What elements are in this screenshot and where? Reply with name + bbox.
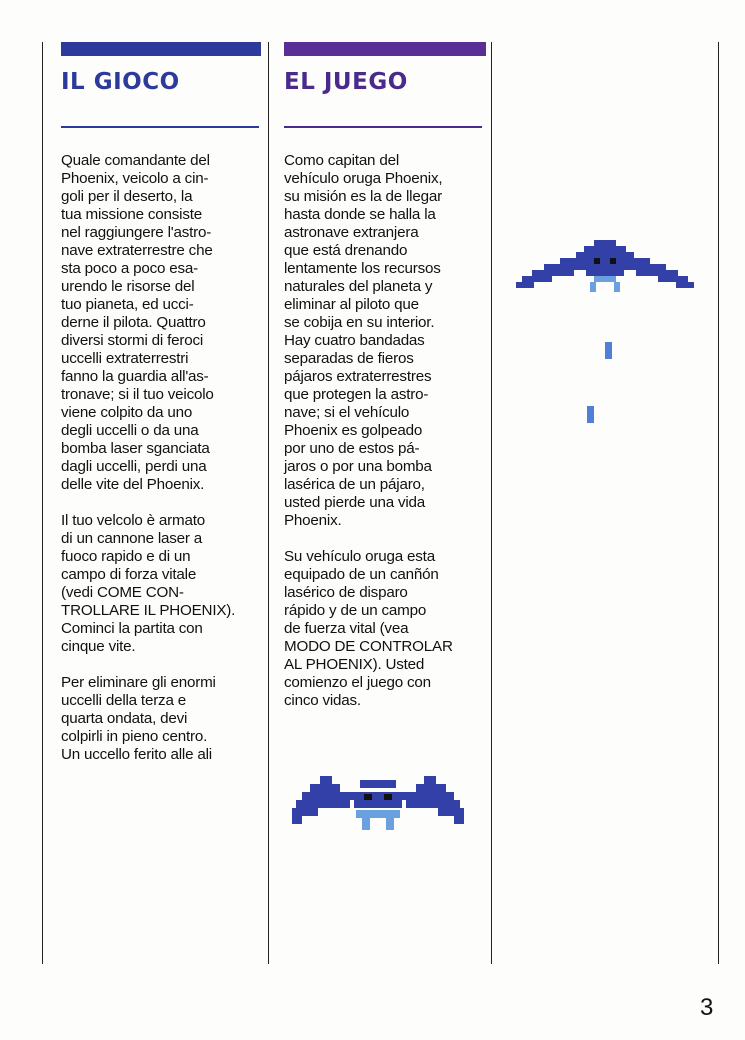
phoenix-bird-icon (516, 240, 694, 300)
text-line: por uno de estos pá- (284, 440, 420, 457)
paragraph (61, 512, 261, 656)
text-line: campo di forza vitale (61, 566, 197, 583)
text-line: colpirli in pieno centro. (61, 728, 208, 745)
spanish-title-rule (284, 126, 482, 128)
text-line: di un cannone laser a (61, 530, 203, 547)
text-line: diversi stormi di feroci (61, 332, 204, 349)
laser-bomb-icon (605, 342, 612, 359)
text-line: fuoco rapido e di un (61, 548, 191, 565)
paragraph (61, 674, 261, 764)
text-line: hasta donde se halla la (284, 206, 436, 223)
spanish-title: EL JUEGO (284, 69, 408, 95)
text-line: nel raggiungere l'astro- (61, 224, 212, 241)
column-divider (491, 42, 492, 964)
text-line: Il tuo velcolo è armato (61, 512, 205, 529)
text-line: MODO DE CONTROLAR (284, 638, 453, 655)
text-line: astronave extranjera (284, 224, 419, 241)
text-line: lentamente los recursos (284, 260, 441, 277)
paragraph (284, 152, 486, 530)
phoenix-bird-icon (292, 776, 464, 834)
text-line: dagli uccelli, perdi una (61, 458, 207, 475)
text-line: tronave; si il tuo veicolo (61, 386, 214, 403)
italian-title: IL GIOCO (61, 69, 180, 95)
text-line: viene colpito da uno (61, 404, 193, 421)
text-line: jaros o por una bomba (284, 458, 432, 475)
page-number: 3 (700, 994, 714, 1021)
text-line: derne il pilota. Quattro (61, 314, 206, 331)
column-divider (268, 42, 269, 964)
text-line: vehículo oruga Phoenix, (284, 170, 443, 187)
text-line: naturales del planeta y (284, 278, 433, 295)
text-line: urendo le risorse del (61, 278, 195, 295)
column-divider (42, 42, 43, 964)
text-line: lasérico de disparo (284, 584, 408, 601)
italian-body (61, 152, 261, 764)
text-line: rápido y de un campo (284, 602, 427, 619)
text-line: AL PHOENIX). Usted (284, 656, 425, 673)
text-line: cinque vite. (61, 638, 136, 655)
laser-bomb-icon (587, 406, 594, 423)
text-line: goli per il deserto, la (61, 188, 193, 205)
text-line: Quale comandante del (61, 152, 210, 169)
text-line: degli uccelli o da una (61, 422, 199, 439)
paragraph (284, 548, 486, 710)
text-line: Un uccello ferito alle ali (61, 746, 212, 763)
text-line: sta poco a poco esa- (61, 260, 198, 277)
text-line: de fuerza vital (vea (284, 620, 409, 637)
text-line: Su vehículo oruga esta (284, 548, 435, 565)
text-line: nave; si el vehículo (284, 404, 410, 421)
paragraph (61, 152, 261, 494)
text-line: equipado de un canñón (284, 566, 439, 583)
text-line: delle vite del Phoenix. (61, 476, 205, 493)
text-line: Hay cuatro bandadas (284, 332, 425, 349)
text-line: Como capitan del (284, 152, 399, 169)
text-line: se cobija en su interior. (284, 314, 435, 331)
spanish-body (284, 152, 486, 710)
text-line: Cominci la partita con (61, 620, 203, 637)
text-line: usted pierde una vida (284, 494, 426, 511)
text-line: lasérica de un pájaro, (284, 476, 425, 493)
text-line: tuo pianeta, ed ucci- (61, 296, 194, 313)
spanish-color-bar (284, 42, 486, 56)
text-line: Per eliminare gli enormi (61, 674, 216, 691)
text-line: fanno la guardia all'as- (61, 368, 209, 385)
text-line: Phoenix es golpeado (284, 422, 423, 439)
text-line: Phoenix, veicolo a cin- (61, 170, 209, 187)
text-line: pájaros extraterrestres (284, 368, 432, 385)
italian-column (61, 42, 261, 782)
text-line: su misión es la de llegar (284, 188, 442, 205)
text-line: separadas de fieros (284, 350, 414, 367)
text-line: bomba laser sganciata (61, 440, 210, 457)
text-line: que protegen la astro- (284, 386, 429, 403)
text-line: (vedi COME CON- (61, 584, 184, 601)
italian-color-bar (61, 42, 261, 56)
column-divider (718, 42, 719, 964)
text-line: uccelli extraterrestri (61, 350, 189, 367)
text-line: quarta ondata, devi (61, 710, 188, 727)
spanish-column (284, 42, 486, 728)
text-line: eliminar al piloto que (284, 296, 419, 313)
text-line: uccelli della terza e (61, 692, 186, 709)
text-line: TROLLARE IL PHOENIX). (61, 602, 236, 619)
text-line: nave extraterrestre che (61, 242, 213, 259)
text-line: comienzo el juego con (284, 674, 431, 691)
text-line: Phoenix. (284, 512, 342, 529)
text-line: cinco vidas. (284, 692, 361, 709)
italian-title-rule (61, 126, 259, 128)
text-line: que está drenando (284, 242, 408, 259)
text-line: tua missione consiste (61, 206, 202, 223)
